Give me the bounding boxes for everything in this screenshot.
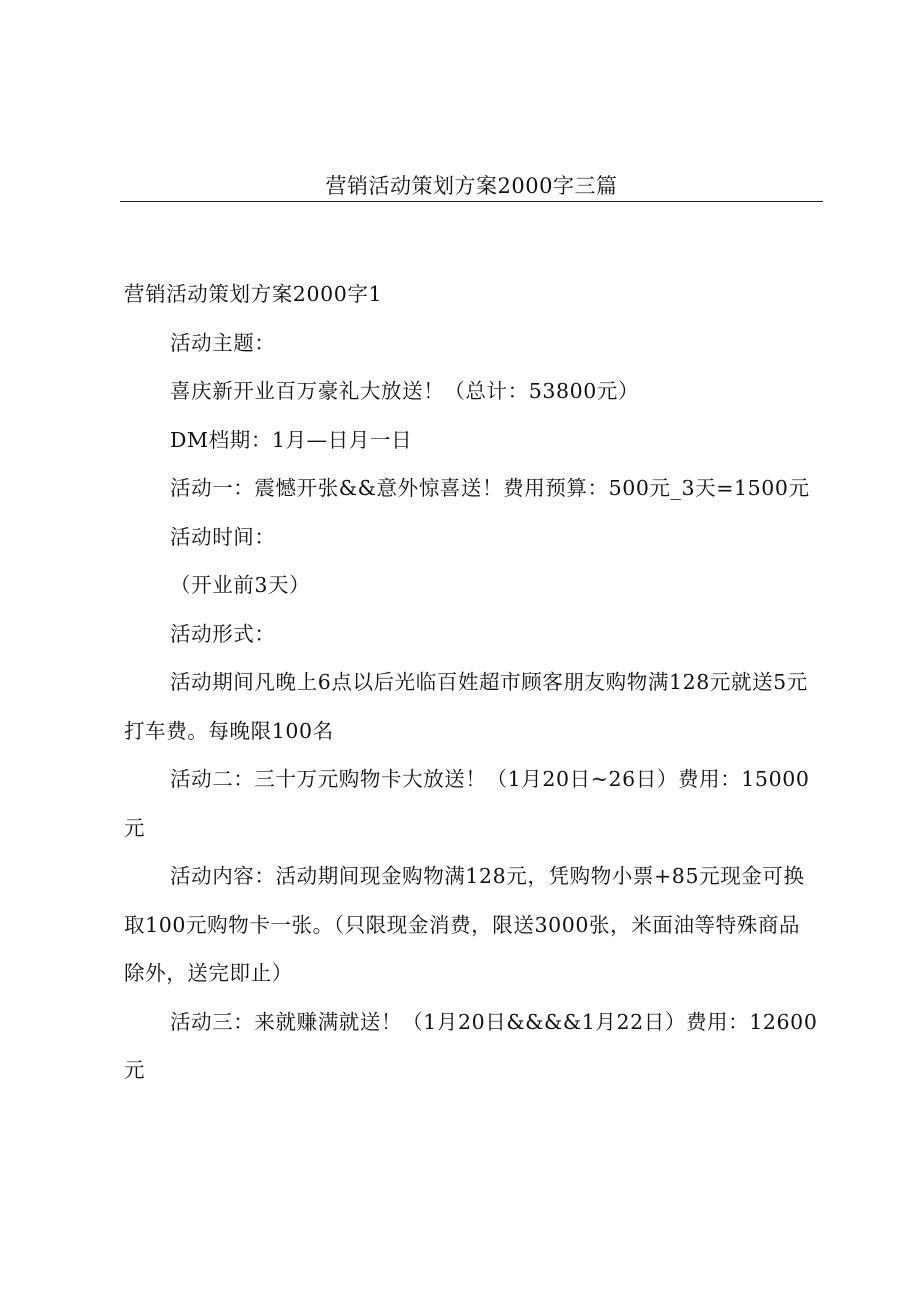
paragraph-activity-three: 活动三：来就赚满就送！（1月20日&&&&1月22日）费用：12600元 xyxy=(124,1009,818,1082)
paragraph-form-label: 活动形式： xyxy=(170,621,276,646)
paragraph-time-label: 活动时间： xyxy=(170,524,276,549)
paragraph-content: 活动内容：活动期间现金购物满128元，凭购物小票+85元现金可换取100元购物卡一张。（只限现金消费，限送3000张，米面油等特殊商品除外，送完即止） xyxy=(124,864,805,985)
paragraph-theme-label: 活动主题： xyxy=(170,330,276,355)
document-body xyxy=(124,270,820,1095)
paragraph-form: 活动期间凡晚上6点以后光临百姓超市顾客朋友购物满128元就送5元打车费。每晚限100名 xyxy=(124,670,808,743)
paragraph-activity-two: 活动二：三十万元购物卡大放送！（1月20日~26日）费用：15000元 xyxy=(124,767,810,840)
paragraph-time: （开业前3天） xyxy=(170,573,311,597)
paragraph-theme: 喜庆新开业百万豪礼大放送！（总计：53800元） xyxy=(170,379,640,403)
title-underline xyxy=(120,201,823,202)
section-heading: 营销活动策划方案2000字1 xyxy=(124,282,383,306)
paragraph-activity-one: 活动一：震憾开张&&意外惊喜送！费用预算：500元_3天=1500元 xyxy=(170,476,810,500)
paragraph-dm-schedule: DM档期：1月—日月一日 xyxy=(170,427,413,452)
document-title: 营销活动策划方案2000字三篇 xyxy=(325,174,618,198)
